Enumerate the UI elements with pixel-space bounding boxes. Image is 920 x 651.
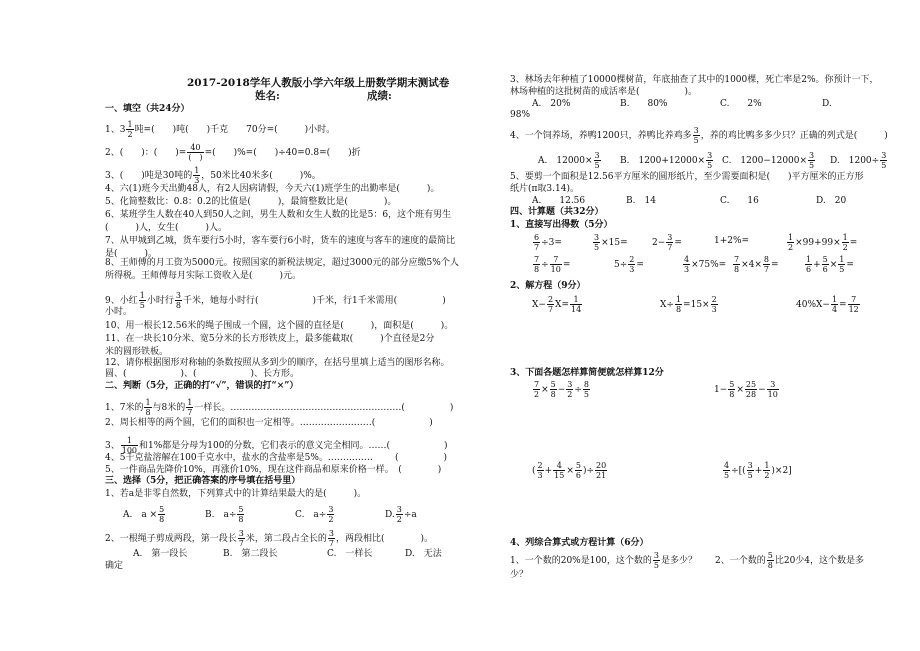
fraction: $\frac{1}{2}$ xyxy=(842,233,848,252)
fraction: $\frac{5}{8}$ xyxy=(159,505,165,524)
page-title: 2017-2018学年人教版小学六年级上册数学期末测试卷 xyxy=(187,77,450,89)
simplify-calc-2: 1− $\frac{5}{8}$ × $\frac{25}{28}$ − $\frac{3}{10}$ xyxy=(714,380,778,399)
score-label: 成绩: xyxy=(367,90,392,102)
judge-q1: 1、7米的 $\frac{1}{8}$ 与8米的 $\frac{1}{7}$ 一样长。…………………………………………………( ) xyxy=(105,398,454,417)
fraction: $\frac{3}{5}$ xyxy=(653,551,660,570)
choice-q1-option-a: A. a × $\frac{5}{8}$ xyxy=(123,505,165,524)
oral-calc-5: $\frac{1}{2}$ ×99+99× $\frac{1}{2}$ = xyxy=(788,233,858,252)
fraction: $\frac{7}{10}$ xyxy=(550,255,561,274)
fraction: $\frac{1}{100}$ xyxy=(121,436,138,455)
choice-q1-option-d: D. $\frac{3}{2}$ ÷a xyxy=(385,505,417,524)
choice-q5-line1: 5、要剪一个面积是12.56平方厘米的圆形纸片，至少需要面积是( )平方厘米的正方形 xyxy=(510,172,864,182)
fraction: $\frac{1}{6}$ xyxy=(806,255,812,274)
choice-q3-option-a: A. 20% xyxy=(532,99,571,109)
fraction: $\frac{1}{5}$ xyxy=(139,291,145,310)
fill-q8-line2: 所得税。王师傅每月实际工资收入是( )元。 xyxy=(105,271,302,281)
oral-calc-4: 1+2%= xyxy=(714,236,750,246)
oral-calc-7: 5÷ $\frac{2}{3}$ = xyxy=(614,255,644,274)
fraction: 40 ( ) xyxy=(188,143,203,162)
fraction: $\frac{1}{3}$ xyxy=(194,166,200,185)
fraction: $\frac{3}{5}$ xyxy=(693,126,699,145)
fraction: $\frac{3}{7}$ xyxy=(328,529,334,548)
choice-q4-option-c: C. 1200−12000× $\frac{3}{5}$ xyxy=(722,151,815,170)
fill-q2: 2、( )：( )= 40 ( ) =( )%=( )÷40=0.8=( )折 xyxy=(105,143,361,162)
fraction: $\frac{2}{3}$ xyxy=(537,461,543,480)
choice-q3-line2: 林场种植的这批树苗的成活率是( )。 xyxy=(510,87,698,97)
fill-q1: 1、3 $\frac{1}{2}$ 吨=( )吨( )千克 70分=( )小时。 xyxy=(105,120,336,139)
choice-q4-option-b: B. 1200+12000× $\frac{3}{5}$ xyxy=(620,151,713,170)
fill-q3: 3、( )吨是30吨的 $\frac{1}{3}$ ，50米比40米多( )%。 xyxy=(105,166,321,185)
fraction: $\frac{1}{2}$ xyxy=(127,120,133,139)
fraction: $\frac{4}{3}$ xyxy=(684,255,690,274)
simplify-calc-4: $\frac{4}{5}$ ÷[( $\frac{3}{5}$ + $\frac{1}{2}$ )×2] xyxy=(724,461,792,480)
section-3-heading: 三、选择（5分，把正确答案的序号填在括号里） xyxy=(105,476,301,486)
fraction: $\frac{1}{7}$ xyxy=(187,398,193,417)
choice-q3-option-b: B. 80% xyxy=(620,99,668,109)
calc-part-1-heading: 1、直接写出得数（5分） xyxy=(510,220,613,230)
choice-q1: 1、若a是非零自然数，下列算式中的计算结果最大的是( )。 xyxy=(105,489,367,499)
choice-q5-line2: 纸片(π取3.14)。 xyxy=(510,184,579,194)
calc-part-4-heading: 4、列综合算式或方程计算（6分） xyxy=(510,538,649,548)
fraction: $\frac{1}{14}$ xyxy=(571,295,582,314)
equation-3: 40%X− $\frac{1}{4}$ = $\frac{7}{12}$ xyxy=(796,295,859,314)
fraction: $\frac{7}{12}$ xyxy=(848,295,859,314)
fill-q12-line2: 圆、( )、( )、长方形。 xyxy=(105,369,300,379)
fill-q7-line2: 是( )。 xyxy=(105,249,158,259)
choice-q5-option-a: A. 12.56 xyxy=(532,196,586,206)
fraction: $\frac{25}{28}$ xyxy=(745,380,757,399)
fraction: $\frac{3}{7}$ xyxy=(667,233,673,252)
choice-q1-option-c: C. a÷ $\frac{3}{2}$ xyxy=(295,505,334,524)
fill-q11-line1: 11、在一块长10分米、宽5分米的长方形铁皮上，最多能截取( )个直径是2分 xyxy=(105,334,435,344)
judge-q4-answer: ( ) xyxy=(395,453,448,463)
oral-calc-2: $\frac{3}{5}$ ×15= xyxy=(594,233,628,252)
fraction: $\frac{3}{8}$ xyxy=(175,291,181,310)
fraction: $\frac{7}{2}$ xyxy=(534,380,540,399)
choice-q2-option-d: D. 无法 xyxy=(405,549,442,559)
choice-q5-option-c: C. 16 xyxy=(720,196,759,206)
judge-q2: 2、周长相等的两个圆，它们的面积也一定相等。……………………( ) xyxy=(105,418,433,428)
fill-q6-line1: 6、某班学生人数在40人到50人之间，男生人数和女生人数的比是5：6，这个班有男生 xyxy=(105,210,452,220)
fraction: $\frac{4}{5}$ xyxy=(724,461,730,480)
equation-2: X÷ $\frac{1}{8}$ =15× $\frac{2}{3}$ xyxy=(660,295,717,314)
word-problem-line2: 少？ xyxy=(510,570,529,580)
fraction: $\frac{3}{5}$ xyxy=(594,151,600,170)
fill-q5: 5、化简整数比：0.8：0.2的比值是( )，最简整数比是( )。 xyxy=(105,197,397,207)
fill-q9: 9、小红 $\frac{1}{5}$ 小时行 $\frac{3}{8}$ 千米，她每小时行( )千米，行1千米需用( ) xyxy=(105,291,446,310)
choice-q4-option-d: D. 1200÷ $\frac{3}{5}$ xyxy=(830,151,887,170)
fraction: $\frac{5}{8}$ xyxy=(767,551,773,570)
section-2-heading: 二、判断（5分，正确的打“√”，错误的打“×”） xyxy=(105,381,299,391)
fraction: $\frac{2}{3}$ xyxy=(629,255,635,274)
fraction: $\frac{1}{8}$ xyxy=(675,295,682,314)
fraction: $\frac{5}{8}$ xyxy=(729,380,735,399)
fraction: $\frac{1}{5}$ xyxy=(839,255,845,274)
fraction: $\frac{7}{8}$ xyxy=(734,255,740,274)
fill-q7-line1: 7、从甲城到乙城，货车要行5小时，客车要行6小时，货车的速度与客车的速度的最简比 xyxy=(105,236,456,246)
oral-calc-9: $\frac{7}{8}$ ×4× $\frac{8}{7}$ = xyxy=(734,255,779,274)
equation-1: X− $\frac{2}{7}$ X= $\frac{1}{14}$ xyxy=(532,295,582,314)
judge-q4-text: 4、5千克盐溶解在100千克水中，盐水的含盐率是5%。…………… xyxy=(105,453,373,463)
fraction: $\frac{3}{5}$ xyxy=(809,151,815,170)
fraction: $\frac{6}{7}$ xyxy=(534,233,540,252)
fraction: $\frac{3}{2}$ xyxy=(567,380,573,399)
fraction: $\frac{1}{2}$ xyxy=(788,233,794,252)
choice-q3-option-c: C. 2% xyxy=(720,99,762,109)
fraction: $\frac{3}{5}$ xyxy=(747,461,753,480)
fill-q10: 10、用一根长12.56米的绳子围成一个圆，这个圆的直径是( )，面积是( )。 xyxy=(105,321,454,331)
fraction: $\frac{1}{8}$ xyxy=(145,398,151,417)
fraction: $\frac{5}{8}$ xyxy=(550,380,556,399)
fraction: $\frac{3}{5}$ xyxy=(881,151,887,170)
fill-q12-line1: 12、请你根据图形对称轴的条数按照从多到少的顺序，在括号里填上适当的图形名称。 xyxy=(105,358,450,368)
choice-q4: 4、一个饲养场，养鸭1200只，养鸭比养鸡多 $\frac{3}{5}$ ，养的鸡比鸭多多少只？正确的列式是( ) xyxy=(510,126,888,145)
choice-q5-option-d: D. 20 xyxy=(816,196,847,206)
choice-q3-line1: 3、林场去年种植了10000棵树苗，年底抽查了其中的1000棵，死亡率是2%。你预计一下， xyxy=(510,75,879,85)
fraction: $\frac{5}{6}$ xyxy=(822,255,828,274)
fraction: $\frac{3}{2}$ xyxy=(396,505,402,524)
choice-q2-option-c: C. 一样长 xyxy=(327,549,373,559)
word-problem-line1: 1、一个数的20%是100，这个数的 $\frac{3}{5}$ 是多少？ 2、一个数的 $\frac{5}{8}$ 比20少4，这个数是多 xyxy=(510,551,865,570)
choice-q1-option-b: B. a÷ $\frac{5}{8}$ xyxy=(205,505,244,524)
fraction: $\frac{1}{2}$ xyxy=(764,461,770,480)
simplify-calc-3: ( $\frac{2}{3}$ + $\frac{4}{15}$ × $\frac{5}{6}$ )÷ $\frac{20}{21}$ xyxy=(532,461,607,480)
fill-q4: 4、六(1)班今天出勤48人，有2人因病请假，今天六(1)班学生的出勤率是( )。 xyxy=(105,184,440,194)
fraction: $\frac{5}{6}$ xyxy=(575,461,581,480)
oral-calc-1: $\frac{6}{7}$ ÷3= xyxy=(534,233,562,252)
simplify-calc-1: $\frac{7}{2}$ × $\frac{5}{8}$ − $\frac{3}{2}$ ÷ $\frac{8}{5}$ xyxy=(534,380,590,399)
choice-q4-option-a: A. 12000× $\frac{3}{5}$ xyxy=(538,151,600,170)
name-label: 姓名: xyxy=(255,90,280,102)
oral-calc-10: $\frac{1}{6}$ + $\frac{5}{6}$ × $\frac{1}{5}$ = xyxy=(806,255,854,274)
fraction: $\frac{7}{8}$ xyxy=(534,255,540,274)
choice-q5-option-b: B. 14 xyxy=(626,196,656,206)
fill-q9-line2: 小时。 xyxy=(105,307,133,317)
fraction: $\frac{3}{10}$ xyxy=(767,380,778,399)
fraction: $\frac{3}{2}$ xyxy=(328,505,334,524)
oral-calc-8: $\frac{4}{3}$ ×75%= xyxy=(684,255,727,274)
judge-q3: 3、 $\frac{1}{100}$ 和1%都是分母为100的分数，它们表示的意义完全相同。……( ) xyxy=(105,436,448,455)
choice-q3-option-d: D. xyxy=(822,99,832,109)
choice-q3-option-d-cont: 98% xyxy=(510,110,531,120)
calc-part-3-heading: 3、下面各题怎样算简便就怎样算12分 xyxy=(510,368,664,378)
judge-q5: 5、一件商品先降价10%，再涨价10%，现在这件商品和原来价格一样。 ( ) xyxy=(105,465,442,475)
choice-q2: 2、一根绳子剪成两段，第一段长 $\frac{3}{7}$ 米，第二段占全长的 $\frac{3}{7}$ ，两段相比( )。 xyxy=(105,529,433,548)
fill-q8-line1: 8、王师傅的月工资为5000元。按照国家的新税法规定，超过3000元的部分应缴5%个人 xyxy=(105,258,459,268)
fraction: $\frac{5}{8}$ xyxy=(238,505,244,524)
fraction: $\frac{3}{5}$ xyxy=(707,151,713,170)
fraction: $\frac{4}{15}$ xyxy=(554,461,565,480)
choice-q2-option-a: A. 第一段长 xyxy=(133,549,188,559)
fraction: $\frac{3}{5}$ xyxy=(594,233,600,252)
fraction: $\frac{1}{4}$ xyxy=(831,295,838,314)
calc-part-2-heading: 2、解方程（9分） xyxy=(510,281,586,291)
oral-calc-6: $\frac{7}{8}$ ÷ $\frac{7}{10}$ = xyxy=(534,255,571,274)
fraction: $\frac{20}{21}$ xyxy=(596,461,607,480)
fraction: $\frac{8}{7}$ xyxy=(763,255,769,274)
left-column xyxy=(105,0,485,651)
fraction: $\frac{8}{5}$ xyxy=(583,380,590,399)
oral-calc-3: 2− $\frac{3}{7}$ = xyxy=(652,233,682,252)
fraction: $\frac{2}{7}$ xyxy=(547,295,554,314)
section-1-heading: 一、填空（共24分） xyxy=(105,104,190,114)
choice-q2-option-b: B. 第二段长 xyxy=(223,549,278,559)
choice-q2-option-d-cont: 确定 xyxy=(105,561,124,571)
fill-q6-line2: ( )人，女生( )人。 xyxy=(105,223,228,233)
fraction: $\frac{2}{3}$ xyxy=(711,295,717,314)
fill-q11-line2: 米的圆形铁板。 xyxy=(105,347,169,357)
right-column xyxy=(510,0,910,651)
section-4-heading: 四、计算题（共32分） xyxy=(510,207,604,217)
fraction: $\frac{3}{7}$ xyxy=(238,529,244,548)
